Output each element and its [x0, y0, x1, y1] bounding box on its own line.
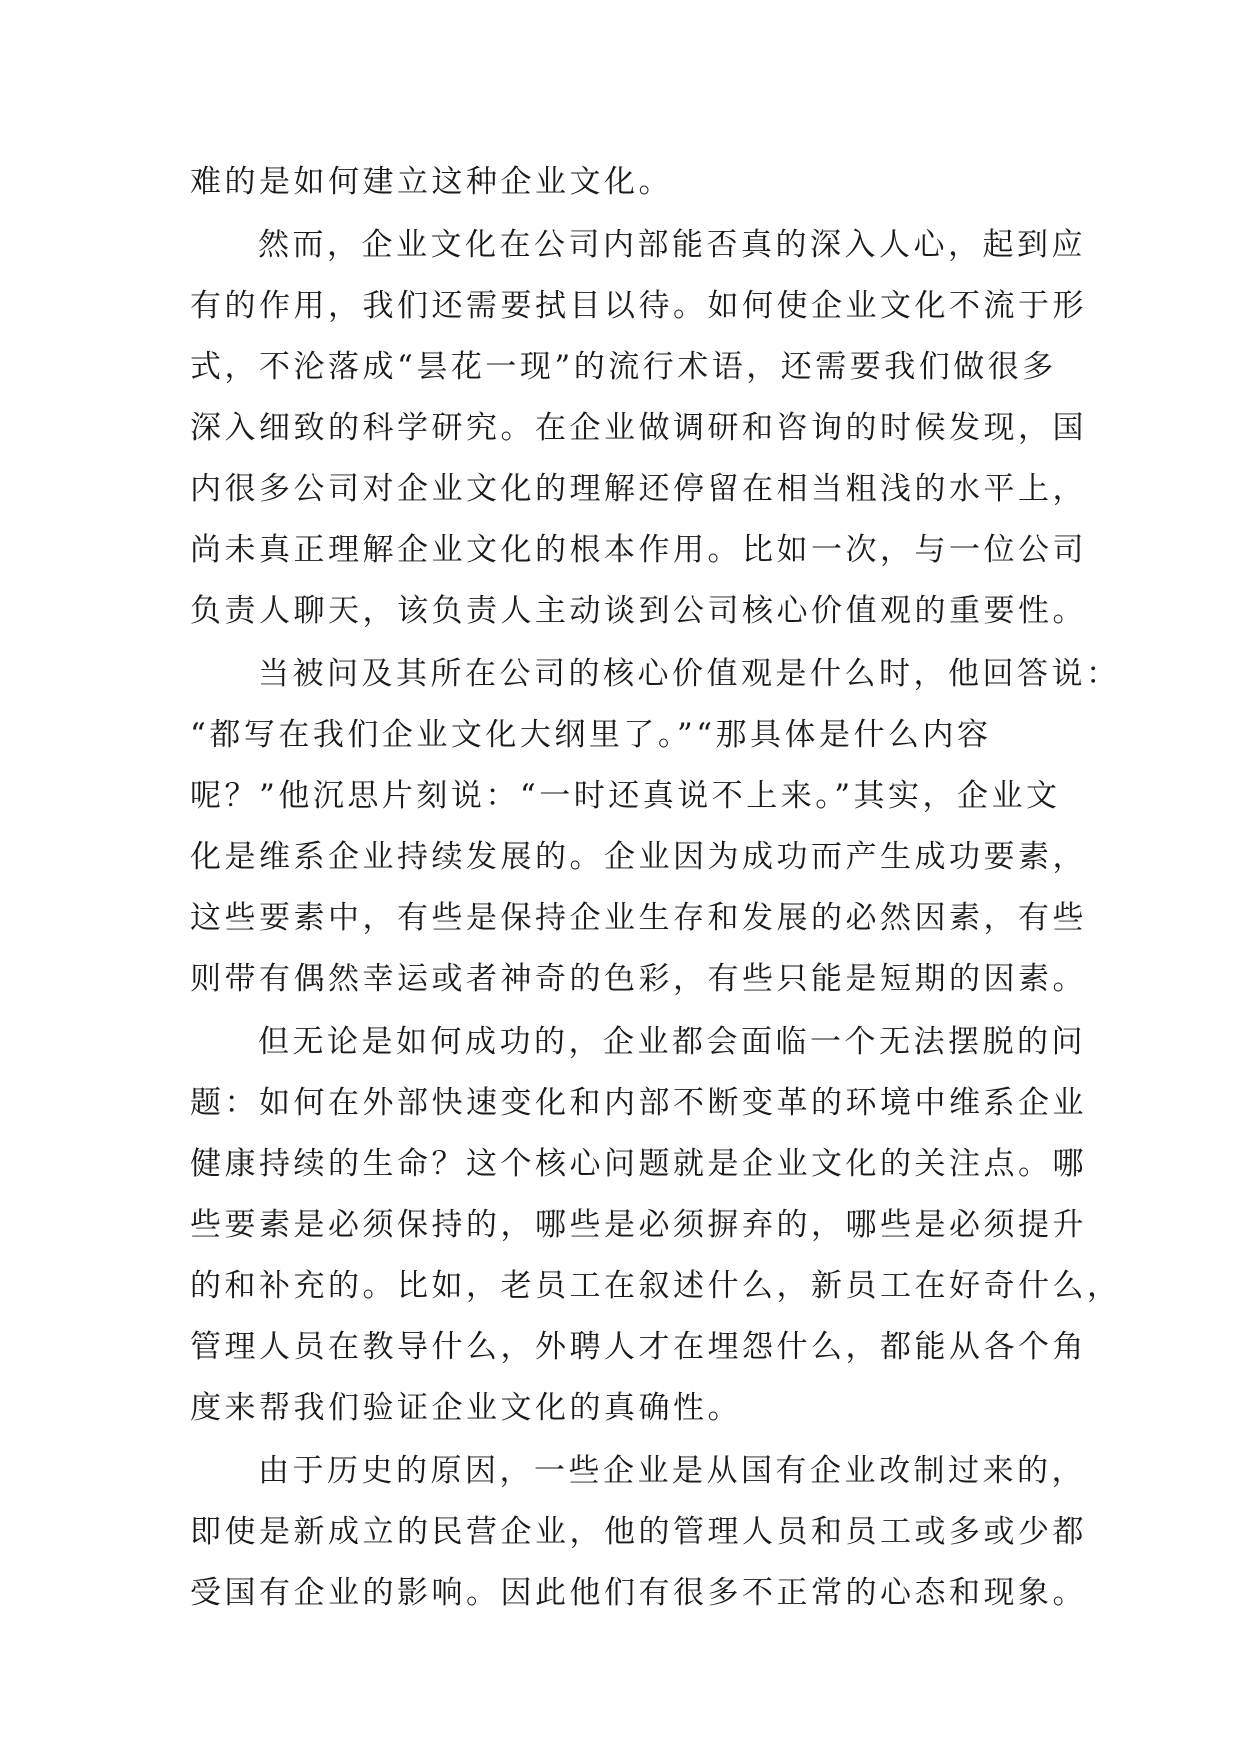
text-line: 呢？”他沉思片刻说：“一时还真说不上来。”其实，企业文: [190, 778, 1061, 814]
text-line: 负责人聊天，该负责人主动谈到公司核心价值观的重要性。: [190, 593, 1087, 629]
paragraph-first-line: 然而，企业文化在公司内部能否真的深入人心，起到应: [258, 227, 1086, 263]
text-line: 深入细致的科学研究。在企业做调研和咨询的时候发现，国: [190, 410, 1087, 446]
text-line: 难的是如何建立这种企业文化。: [190, 164, 673, 200]
text-line: 受国有企业的影响。因此他们有很多不正常的心态和现象。: [190, 1575, 1087, 1611]
text-line: 化是维系企业持续发展的。企业因为成功而产生成功要素，: [190, 839, 1087, 875]
text-line: 有的作用，我们还需要拭目以待。如何使企业文化不流于形: [190, 288, 1087, 324]
paragraph-first-line: 当被问及其所在公司的核心价值观是什么时，他回答说：: [258, 656, 1121, 692]
paragraph-first-line: 但无论是如何成功的，企业都会面临一个无法摆脱的问: [258, 1024, 1086, 1060]
text-line: 即使是新成立的民营企业，他的管理人员和员工或多或少都: [190, 1514, 1087, 1550]
text-line: 的和补充的。比如，老员工在叙述什么，新员工在好奇什么，: [190, 1268, 1122, 1304]
text-line: 些要素是必须保持的，哪些是必须摒弃的，哪些是必须提升: [190, 1207, 1087, 1243]
text-line: 式，不沦落成“昙花一现”的流行术语，还需要我们做很多: [190, 349, 1057, 385]
text-line: 健康持续的生命？这个核心问题就是企业文化的关注点。哪: [190, 1146, 1087, 1182]
text-line: 度来帮我们验证企业文化的真确性。: [190, 1390, 742, 1426]
text-line: 则带有偶然幸运或者神奇的色彩，有些只能是短期的因素。: [190, 961, 1087, 997]
document-body: [190, 152, 1122, 1624]
text-line: 这些要素中，有些是保持企业生存和发展的必然因素，有些: [190, 900, 1087, 936]
text-line: 尚未真正理解企业文化的根本作用。比如一次，与一位公司: [190, 532, 1087, 568]
text-line: 题：如何在外部快速变化和内部不断变革的环境中维系企业: [190, 1085, 1087, 1121]
text-line: 管理人员在教导什么，外聘人才在埋怨什么，都能从各个角: [190, 1329, 1087, 1365]
paragraph-first-line: 由于历史的原因，一些企业是从国有企业改制过来的，: [258, 1453, 1086, 1489]
text-line: “都写在我们企业文化大纲里了。”“那具体是什么内容: [190, 717, 992, 753]
text-line: 内很多公司对企业文化的理解还停留在相当粗浅的水平上，: [190, 471, 1087, 507]
